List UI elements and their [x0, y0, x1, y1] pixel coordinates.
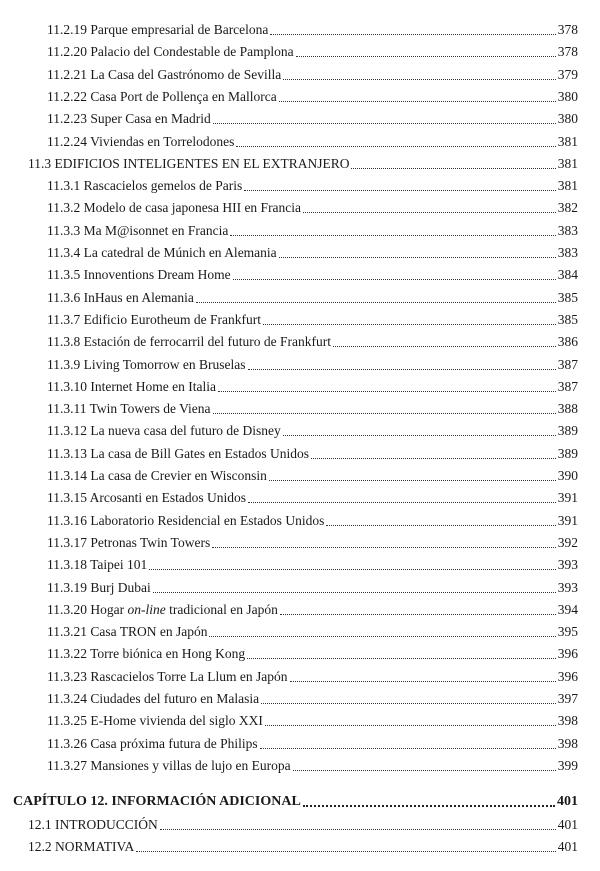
toc-entry[interactable] — [47, 284, 578, 306]
toc-page-number: 386 — [557, 334, 578, 350]
toc-page-number: 396 — [557, 668, 578, 684]
toc-dot-leader — [311, 458, 556, 459]
toc-entry[interactable] — [47, 38, 578, 60]
toc-entry[interactable] — [47, 730, 578, 752]
toc-entry[interactable] — [47, 752, 578, 774]
toc-page-number: 401 — [557, 838, 578, 854]
toc-entry[interactable] — [47, 462, 578, 484]
toc-entry-title: 11.3.12 La nueva casa del futuro de Disney — [47, 423, 281, 439]
toc-entry-title: 11.3 EDIFICIOS INTELIGENTES EN EL EXTRANJERO — [28, 155, 350, 171]
toc-entry[interactable] — [47, 640, 578, 662]
toc-page-number: 389 — [557, 445, 578, 461]
toc-entry[interactable] — [47, 685, 578, 707]
toc-dot-leader — [263, 324, 556, 325]
toc-entry-title: 11.3.21 Casa TRON en Japón — [47, 624, 208, 640]
toc-dot-leader — [269, 480, 556, 481]
toc-dot-leader — [236, 146, 555, 147]
toc-entry-title: 11.3.23 Rascacielos Torre La Llum en Japón — [47, 668, 288, 684]
toc-entry-title: 11.3.27 Mansiones y villas de lujo en Europa — [47, 757, 291, 773]
toc-dot-leader — [261, 703, 556, 704]
toc-page-number: 387 — [557, 356, 578, 372]
toc-page-number: 399 — [557, 757, 578, 773]
toc-page-number: 382 — [557, 200, 578, 216]
toc-dot-leader — [149, 569, 555, 570]
toc-page-number: 393 — [557, 579, 578, 595]
toc-entry-title: 11.3.11 Twin Towers de Viena — [47, 401, 211, 417]
toc-chapter-entry[interactable] — [13, 788, 578, 810]
toc-dot-leader — [283, 435, 556, 436]
toc-dot-leader — [230, 235, 555, 236]
toc-entry[interactable] — [47, 128, 578, 150]
toc-page-number: 389 — [557, 423, 578, 439]
toc-entry[interactable] — [47, 194, 578, 216]
toc-dot-leader — [212, 547, 556, 548]
toc-entry-title: 11.3.26 Casa próxima futura de Philips — [47, 735, 258, 751]
toc-entry[interactable] — [47, 306, 578, 328]
toc-page-number: 383 — [557, 245, 578, 260]
toc-dot-leader — [293, 770, 556, 771]
toc-dot-leader — [213, 413, 556, 414]
toc-entry[interactable] — [47, 663, 578, 685]
toc-entry[interactable] — [47, 105, 578, 127]
toc-entry[interactable] — [47, 574, 578, 596]
toc-page-number: 395 — [557, 624, 578, 640]
toc-entry[interactable] — [28, 811, 578, 833]
toc-entry[interactable] — [47, 507, 578, 529]
toc-entry-title: 11.3.25 E-Home vivienda del siglo XXI — [47, 713, 263, 729]
toc-dot-leader — [196, 302, 556, 303]
toc-entry-title: 11.2.24 Viviendas en Torrelodones — [47, 133, 235, 149]
toc-dot-leader — [296, 56, 556, 57]
toc-dot-leader — [280, 614, 556, 615]
toc-dot-leader — [279, 257, 556, 258]
toc-entry[interactable] — [47, 618, 578, 640]
toc-entry-title: 11.2.19 Parque empresarial de Barcelona — [47, 22, 269, 37]
toc-page-number: 385 — [557, 311, 578, 327]
toc-page-number: 391 — [557, 490, 578, 506]
toc-entry-title: 11.2.20 Palacio del Condestable de Pamplona — [47, 44, 294, 60]
toc-entry[interactable] — [47, 239, 578, 261]
toc-dot-leader — [260, 748, 556, 749]
toc-page-number: 379 — [557, 66, 578, 82]
toc-page-number: 396 — [557, 646, 578, 662]
toc-page-number: 378 — [557, 22, 578, 37]
toc-dot-leader — [209, 636, 555, 637]
toc-dot-leader — [265, 725, 556, 726]
toc-page-number: 398 — [557, 713, 578, 729]
toc-entry-title: 11.3.24 Ciudades del futuro en Malasia — [47, 691, 260, 706]
toc-page-number: 381 — [557, 178, 578, 194]
toc-dot-leader — [218, 391, 556, 392]
toc-dot-leader — [244, 190, 556, 191]
toc-entry-title: 11.3.13 La casa de Bill Gates en Estados Unidos — [47, 445, 309, 461]
toc-entry[interactable] — [47, 551, 578, 573]
toc-entry[interactable] — [47, 83, 578, 105]
toc-dot-leader — [213, 123, 556, 124]
toc-page-number: 387 — [557, 378, 578, 394]
toc-dot-leader — [283, 79, 556, 80]
toc-entry[interactable] — [47, 596, 578, 618]
toc-entry-title: 11.3.22 Torre biónica en Hong Kong — [47, 646, 246, 662]
toc-entry-title: 11.3.9 Living Tomorrow en Bruselas — [47, 356, 246, 372]
toc-dot-leader — [247, 658, 556, 659]
toc-page-number: 381 — [557, 133, 578, 149]
toc-entry[interactable] — [47, 707, 578, 729]
toc-entry[interactable] — [47, 484, 578, 506]
toc-page-number: 391 — [557, 512, 578, 528]
toc-dot-leader — [351, 168, 555, 169]
toc-entry-title: 11.3.7 Edificio Eurotheum de Frankfurt — [47, 311, 261, 327]
toc-dot-leader — [326, 525, 555, 526]
toc-page-number: 393 — [557, 557, 578, 573]
toc-dot-leader — [248, 369, 556, 370]
toc-entry-title: 11.3.19 Burj Dubai — [47, 579, 151, 595]
toc-dot-leader — [160, 829, 556, 830]
toc-entry[interactable] — [47, 261, 578, 283]
toc-entry-title: 11.3.8 Estación de ferrocarril del futuro de Frankfurt — [47, 334, 332, 350]
toc-dot-leader — [303, 805, 555, 807]
toc-entry[interactable] — [47, 61, 578, 83]
toc-entry-title: 11.3.3 Ma M@isonnet en Francia — [47, 222, 229, 238]
toc-entry-title: 11.3.20 Hogar on-line tradicional en Japón — [47, 601, 278, 617]
toc-entry[interactable] — [47, 217, 578, 239]
toc-dot-leader — [153, 592, 556, 593]
toc-entry[interactable] — [47, 417, 578, 439]
toc-page-number: 390 — [557, 468, 578, 483]
toc-dot-leader — [333, 346, 556, 347]
toc-entry[interactable] — [47, 351, 578, 373]
toc-entry[interactable] — [47, 328, 578, 350]
toc-page-number: 384 — [557, 267, 578, 283]
toc-entry-title: 12.2 NORMATIVA — [28, 838, 135, 854]
toc-page-number: 383 — [557, 222, 578, 238]
toc-entry-title: 11.2.23 Super Casa en Madrid — [47, 111, 211, 127]
toc-entry[interactable] — [47, 440, 578, 462]
toc-page-number: 381 — [557, 155, 578, 171]
toc-dot-leader — [136, 851, 555, 852]
toc-page-number: 380 — [557, 88, 578, 104]
toc-entry-title: 11.3.17 Petronas Twin Towers — [47, 534, 211, 550]
toc-entry[interactable] — [28, 833, 578, 855]
toc-entry[interactable] — [47, 172, 578, 194]
toc-entry-title: CAPÍTULO 12. INFORMACIÓN ADICIONAL — [13, 794, 301, 810]
toc-page-number: 398 — [557, 735, 578, 751]
toc-entry-title: 11.3.1 Rascacielos gemelos de Paris — [47, 178, 243, 194]
toc-entry-title: 11.3.5 Innoventions Dream Home — [47, 267, 231, 283]
toc-entry[interactable] — [47, 373, 578, 395]
toc-entry-title: 11.3.15 Arcosanti en Estados Unidos — [47, 490, 246, 506]
toc-page-number: 392 — [557, 534, 578, 550]
toc-entry-title: 11.3.14 La casa de Crevier en Wisconsin — [47, 468, 267, 483]
toc-entry-title: 11.3.16 Laboratorio Residencial en Estados Unidos — [47, 512, 325, 528]
toc-page-number: 394 — [557, 601, 578, 617]
toc-dot-leader — [233, 279, 556, 280]
toc-entry-title: 11.2.22 Casa Port de Pollença en Mallorca — [47, 88, 277, 104]
toc-entry[interactable] — [47, 16, 578, 38]
toc-entry-title: 12.1 INTRODUCCIÓN — [28, 816, 158, 832]
toc-entry-title: 11.2.21 La Casa del Gastrónomo de Sevilla — [47, 66, 282, 82]
toc-dot-leader — [279, 101, 556, 102]
toc-entry[interactable] — [47, 529, 578, 551]
toc-page-number: 380 — [557, 111, 578, 127]
toc-page-number: 378 — [557, 44, 578, 60]
toc-entry-title: 11.3.6 InHaus en Alemania — [47, 289, 194, 305]
toc-dot-leader — [248, 502, 556, 503]
toc-entry-title: 11.3.18 Taipei 101 — [47, 557, 148, 573]
toc-entry-title: 11.3.10 Internet Home en Italia — [47, 378, 216, 394]
toc-page-number: 401 — [557, 794, 578, 810]
toc-dot-leader — [270, 34, 555, 35]
toc-dot-leader — [290, 681, 556, 682]
toc-entry[interactable] — [28, 150, 578, 172]
toc-entry-title: 11.3.4 La catedral de Múnich en Alemania — [47, 245, 277, 260]
toc-page-number: 385 — [557, 289, 578, 305]
toc-entry-title: 11.3.2 Modelo de casa japonesa HII en Francia — [47, 200, 302, 216]
toc-entry[interactable] — [47, 395, 578, 417]
toc-dot-leader — [303, 212, 556, 213]
toc-page-number: 388 — [557, 401, 578, 417]
toc-page-number: 397 — [557, 691, 578, 706]
toc-page-number: 401 — [557, 816, 578, 832]
